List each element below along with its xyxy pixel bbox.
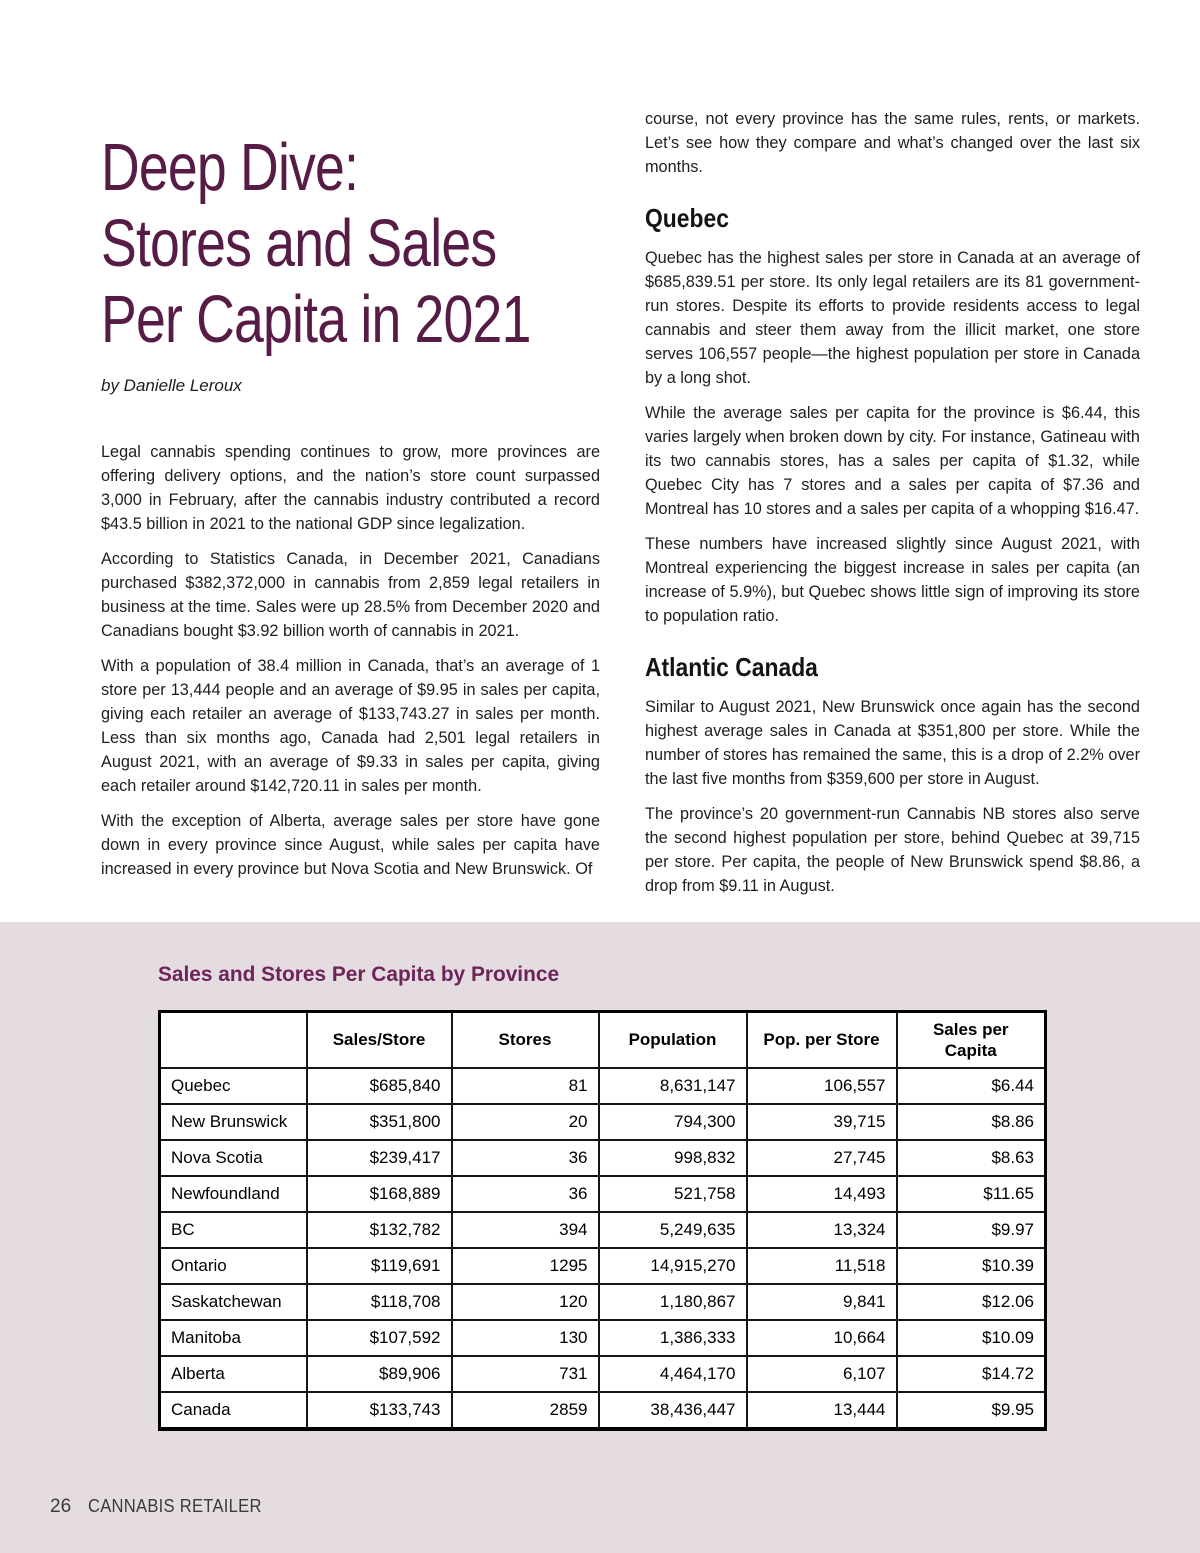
cell-sales-per-store: $89,906 [307, 1356, 452, 1392]
table-row-new-brunswick [160, 1104, 1046, 1140]
table-row-ontario [160, 1248, 1046, 1284]
cell-pop-per-store: 39,715 [747, 1104, 897, 1140]
cell-sales-per-capita: $12.06 [897, 1284, 1046, 1320]
cell-province: Saskatchewan [160, 1284, 307, 1320]
cell-population: 4,464,170 [599, 1356, 747, 1392]
cell-pop-per-store: 9,841 [747, 1284, 897, 1320]
cell-stores: 120 [452, 1284, 599, 1320]
cell-province: Newfoundland [160, 1176, 307, 1212]
cell-population: 5,249,635 [599, 1212, 747, 1248]
article-title [101, 130, 600, 358]
cell-sales-per-capita: $9.95 [897, 1392, 1046, 1429]
cell-pop-per-store: 13,444 [747, 1392, 897, 1429]
cell-sales-per-capita: $10.09 [897, 1320, 1046, 1356]
table-row-bc [160, 1212, 1046, 1248]
cell-province: BC [160, 1212, 307, 1248]
header-cell-sales-per-store: Sales/Store [307, 1012, 452, 1069]
table-row-newfoundland [160, 1176, 1046, 1212]
body-paragraph: These numbers have increased slightly since August 2021, with Montreal experiencing the biggest increase in sales per capita (an increase of 5.9%), but Quebec shows little sign of improving its store to population ratio. [645, 535, 1140, 625]
cell-stores: 36 [452, 1140, 599, 1176]
cell-sales-per-capita: $14.72 [897, 1356, 1046, 1392]
header-cell-pop-per-store: Pop. per Store [747, 1012, 897, 1069]
body-paragraph: While the average sales per capita for the province is $6.44, this varies largely when broken down by city. For instance, Gatineau with its two cannabis stores, has a sales per capita of $1.32, while Quebec City has 7 stores and a sales per capita of $7.36 and Montreal has 10 stores and a sales per capita of a whopping $16.47. [645, 404, 1140, 518]
cell-sales-per-store: $133,743 [307, 1392, 452, 1429]
cell-sales-per-capita: $11.65 [897, 1176, 1046, 1212]
table-header-row [160, 1012, 1046, 1069]
cell-sales-per-capita: $10.39 [897, 1248, 1046, 1284]
cell-population: 14,915,270 [599, 1248, 747, 1284]
cell-population: 8,631,147 [599, 1068, 747, 1104]
body-paragraph: With a population of 38.4 million in Canada, that’s an average of 1 store per 13,444 people and an average of $9.95 in sales per capita, giving each retailer an average of $133,743.27 in sales per month. Less than six months ago, Canada had 2,501 legal retailers in August 2021, with an average of $9.33 in sales per capita, giving each retailer around $142,720.11 in sales per month. [101, 657, 600, 795]
table-row-quebec [160, 1068, 1046, 1104]
cell-stores: 731 [452, 1356, 599, 1392]
cell-sales-per-store: $119,691 [307, 1248, 452, 1284]
cell-province: Canada [160, 1392, 307, 1429]
header-cell-stores: Stores [452, 1012, 599, 1069]
header-cell-sales-per-capita: Sales per Capita [897, 1012, 1046, 1069]
cell-pop-per-store: 6,107 [747, 1356, 897, 1392]
province-stats-table [158, 1010, 1047, 1431]
title-line-3: Per Capita in 2021 [101, 282, 531, 357]
cell-province: Quebec [160, 1068, 307, 1104]
body-paragraph: The province’s 20 government-run Cannabis NB stores also serve the second highest population per store, behind Quebec at 39,715 per store. Per capita, the people of New Brunswick spend $8.86, a drop from $9.11 in August. [645, 805, 1140, 895]
cell-population: 1,386,333 [599, 1320, 747, 1356]
body-paragraph: According to Statistics Canada, in December 2021, Canadians purchased $382,372,000 in cannabis from 2,859 legal retailers in business at the time. Sales were up 28.5% from December 2020 and Canadians bought $3.92 billion worth of cannabis in 2021. [101, 550, 600, 640]
cell-population: 998,832 [599, 1140, 747, 1176]
cell-sales-per-store: $239,417 [307, 1140, 452, 1176]
footer-magazine-name: CANNABIS RETAILER [88, 1496, 262, 1516]
cell-population: 38,436,447 [599, 1392, 747, 1429]
cell-stores: 81 [452, 1068, 599, 1104]
cell-stores: 1295 [452, 1248, 599, 1284]
table-row-saskatchewan [160, 1284, 1046, 1320]
right-column [645, 107, 1140, 909]
cell-province: Nova Scotia [160, 1140, 307, 1176]
cell-sales-per-store: $118,708 [307, 1284, 452, 1320]
cell-sales-per-capita: $9.97 [897, 1212, 1046, 1248]
cell-sales-per-store: $351,800 [307, 1104, 452, 1140]
cell-pop-per-store: 14,493 [747, 1176, 897, 1212]
cell-sales-per-store: $168,889 [307, 1176, 452, 1212]
section-heading-atlantic-canada: Atlantic Canada [645, 652, 818, 682]
left-column-body [101, 440, 600, 881]
header-cell-province [160, 1012, 307, 1069]
cell-population: 521,758 [599, 1176, 747, 1212]
cell-pop-per-store: 10,664 [747, 1320, 897, 1356]
cell-pop-per-store: 27,745 [747, 1140, 897, 1176]
cell-province: Alberta [160, 1356, 307, 1392]
page-footer [50, 1496, 277, 1518]
cell-population: 1,180,867 [599, 1284, 747, 1320]
cell-stores: 20 [452, 1104, 599, 1140]
cell-stores: 36 [452, 1176, 599, 1212]
body-paragraph: Quebec has the highest sales per store in Canada at an average of $685,839.51 per store. Its only legal retailers are its 81 government-run stores. Despite its efforts to provide residents access to legal cannabis and steer them away from the illicit market, one store serves 106,557 people—the highest population per store in Canada by a long shot. [645, 249, 1140, 387]
header-cell-population: Population [599, 1012, 747, 1069]
cell-sales-per-capita: $8.63 [897, 1140, 1046, 1176]
byline: by Danielle Leroux [101, 376, 242, 395]
body-paragraph: Legal cannabis spending continues to grow, more provinces are offering delivery options, and the nation’s store count surpassed 3,000 in February, after the cannabis industry contributed a record $43.5 billion in 2021 to the national GDP since legalization. [101, 443, 600, 533]
cell-sales-per-store: $132,782 [307, 1212, 452, 1248]
cell-province: Manitoba [160, 1320, 307, 1356]
cell-pop-per-store: 13,324 [747, 1212, 897, 1248]
cell-province: Ontario [160, 1248, 307, 1284]
body-paragraph: With the exception of Alberta, average sales per store have gone down in every province since August, while sales per capita have increased in every province but Nova Scotia and New Brunswick. Of [101, 812, 600, 878]
left-column [101, 130, 600, 892]
table-title: Sales and Stores Per Capita by Province [158, 962, 560, 986]
cell-pop-per-store: 11,518 [747, 1248, 897, 1284]
body-paragraph: course, not every province has the same rules, rents, or markets. Let’s see how they compare and what’s changed over the last six months. [645, 110, 1140, 176]
cell-stores: 130 [452, 1320, 599, 1356]
cell-province: New Brunswick [160, 1104, 307, 1140]
table-row-canada [160, 1392, 1046, 1429]
table-row-manitoba [160, 1320, 1046, 1356]
body-paragraph: Similar to August 2021, New Brunswick once again has the second highest average sales in Canada at $351,800 per store. While the number of stores has remained the same, this is a drop of 2.2% over the last five months from $359,600 per store in August. [645, 698, 1140, 788]
cell-stores: 394 [452, 1212, 599, 1248]
cell-sales-per-store: $107,592 [307, 1320, 452, 1356]
cell-sales-per-capita: $8.86 [897, 1104, 1046, 1140]
cell-sales-per-store: $685,840 [307, 1068, 452, 1104]
table-row-alberta [160, 1356, 1046, 1392]
cell-stores: 2859 [452, 1392, 599, 1429]
cell-pop-per-store: 106,557 [747, 1068, 897, 1104]
cell-sales-per-capita: $6.44 [897, 1068, 1046, 1104]
title-line-2: Stores and Sales [101, 206, 497, 281]
title-line-1: Deep Dive: [101, 130, 359, 205]
table-row-nova-scotia [160, 1140, 1046, 1176]
table-section [0, 922, 1200, 1553]
section-heading-quebec: Quebec [645, 203, 729, 233]
cell-population: 794,300 [599, 1104, 747, 1140]
footer-page-number: 26 [50, 1496, 72, 1517]
